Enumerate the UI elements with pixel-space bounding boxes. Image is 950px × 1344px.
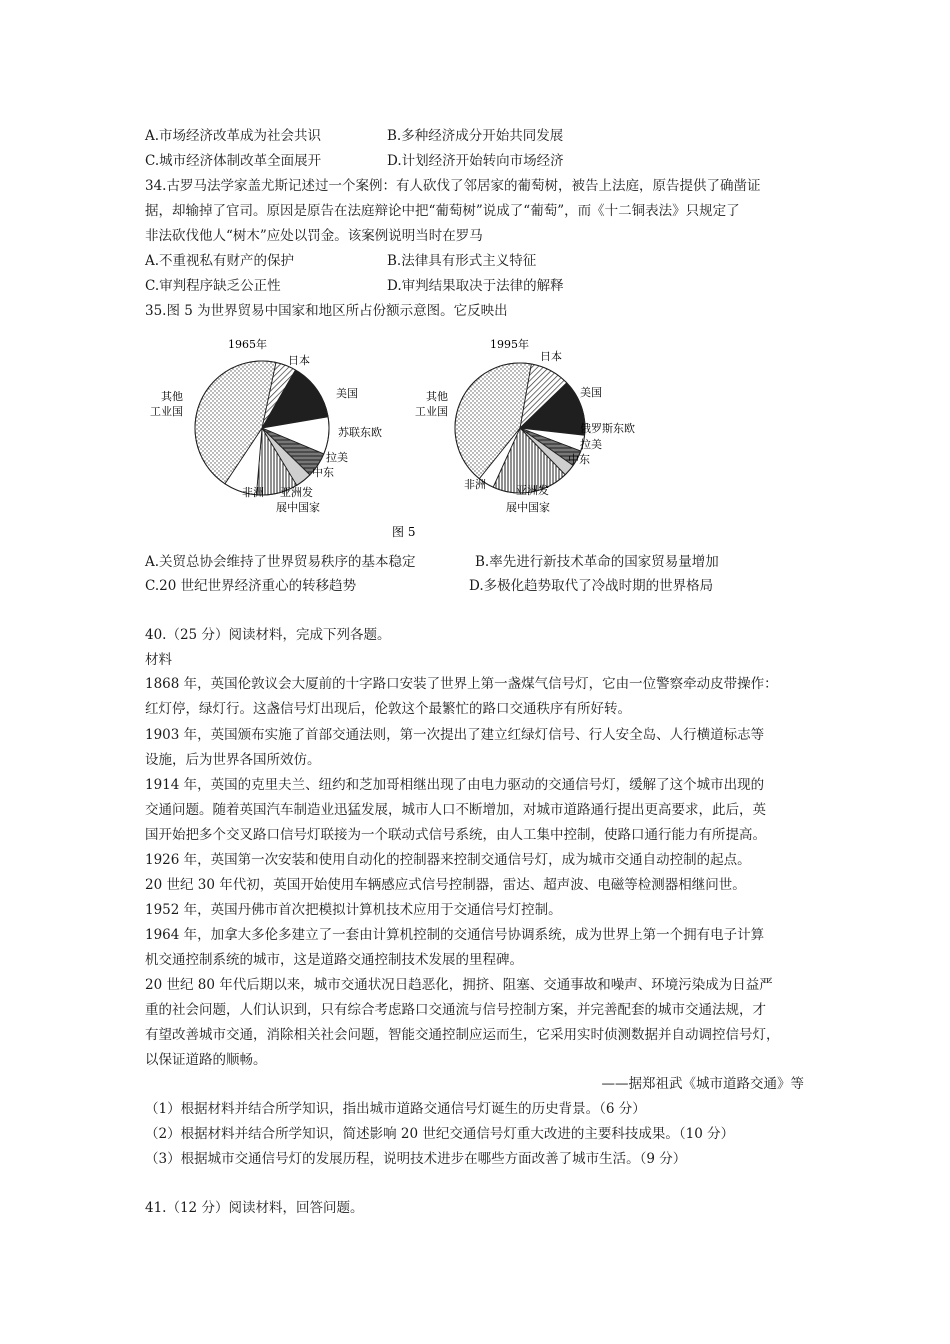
- pie-1995-title: 1995年: [490, 338, 529, 351]
- q34-stem-line: 非法砍伐他人“树木”应处以罚金。该案例说明当时在罗马: [145, 228, 483, 244]
- q40-material-line: 20 世纪 30 年代初，英国开始使用车辆感应式信号控制器，雷达、超声波、电磁等检测器相继问世。: [145, 877, 746, 893]
- q40-material-line: 1964 年，加拿大多伦多建立了一套由计算机控制的交通信号协调系统，成为世界上第一个拥有电子计算: [145, 927, 765, 943]
- q34-option-c: C.审判程序缺乏公正性: [145, 278, 281, 294]
- q34-stem-line: 34.古罗马法学家盖尤斯记述过一个案例：有人砍伐了邻居家的葡萄树，被告上法庭，原告提供了确凿证: [145, 178, 761, 194]
- label-africa-1995: 非洲: [464, 478, 486, 491]
- q33-option-a: A.市场经济改革成为社会共识: [145, 128, 322, 144]
- q35-stem: 35.图 5 为世界贸易中国家和地区所占份额示意图。它反映出: [145, 303, 508, 319]
- label-usa-1995: 美国: [580, 386, 602, 399]
- label-ussr-1965: 苏联东欧: [338, 426, 382, 439]
- pie-1995: [455, 363, 585, 493]
- label-mideast-1995: 中东: [568, 453, 590, 466]
- q33-option-c: C.城市经济体制改革全面展开: [145, 153, 322, 169]
- q40-material-label: 材料: [145, 652, 172, 668]
- label-mideast-1965: 中东: [312, 466, 334, 479]
- q40-material-line: 有望改善城市交通，消除相关社会问题，智能交通控制应运而生，它采用实时侦测数据并自动调控信号灯，: [145, 1027, 780, 1043]
- q40-material-line: 国开始把多个交叉路口信号灯联接为一个联动式信号系统，由人工集中控制，使路口通行能力有所提高。: [145, 827, 766, 843]
- q40-material-line: 重的社会问题，人们认识到，只有综合考虑路口交通流与信号控制方案，并完善配套的城市交通法规，才: [145, 1002, 766, 1018]
- q34-option-a: A.不重视私有财产的保护: [145, 253, 295, 269]
- q41-title: 41.（12 分）阅读材料，回答问题。: [145, 1200, 364, 1216]
- q40-question-1: （1）根据材料并结合所学知识，指出城市道路交通信号灯诞生的历史背景。（6 分）: [145, 1101, 646, 1117]
- q35-option-c: C.20 世纪世界经济重心的转移趋势: [145, 578, 357, 594]
- q33-option-d: D.计划经济开始转向市场经济: [387, 153, 564, 169]
- label-asia-1995-a: 亚洲发: [516, 484, 549, 497]
- label-asia-1965-b: 展中国家: [276, 501, 320, 514]
- q34-option-d: D.审判结果取决于法律的解释: [387, 278, 564, 294]
- q35-option-d: D.多极化趋势取代了冷战时期的世界格局: [469, 578, 714, 594]
- q40-source: ——据郑祖武《城市道路交通》等: [601, 1076, 804, 1092]
- q40-question-3: （3）根据城市交通信号灯的发展历程，说明技术进步在哪些方面改善了城市生活。（9 分）: [145, 1151, 687, 1167]
- label-other-1965-a: 其他: [161, 390, 183, 403]
- label-asia-1995-b: 展中国家: [506, 501, 550, 514]
- label-other-1995-a: 其他: [426, 390, 448, 403]
- q40-title: 40.（25 分）阅读材料，完成下列各题。: [145, 627, 391, 643]
- label-other-1995-b: 工业国: [415, 405, 448, 418]
- q40-material-line: 机交通控制系统的城市，这是道路交通控制技术发展的里程碑。: [145, 952, 523, 968]
- q35-option-a: A.关贸总协会维持了世界贸易秩序的基本稳定: [145, 554, 416, 570]
- q40-material-line: 1868 年，英国伦敦议会大厦前的十字路口安装了世界上第一盏煤气信号灯，它由一位警察牵动皮带操作：: [145, 676, 778, 692]
- label-other-1965-b: 工业国: [150, 405, 183, 418]
- label-japan-1995: 日本: [540, 350, 562, 363]
- figure-caption: 图 5: [392, 525, 416, 539]
- q40-material-line: 1903 年，英国颁布实施了首部交通法则，第一次提出了建立红绿灯信号、行人安全岛、人行横道标志等: [145, 727, 765, 743]
- q40-material-line: 设施，后为世界各国所效仿。: [145, 752, 321, 768]
- figure-5-pie-charts: [150, 330, 670, 545]
- q34-option-b: B.法律具有形式主义特征: [387, 253, 537, 269]
- q40-question-2: （2）根据材料并结合所学知识，简述影响 20 世纪交通信号灯重大改进的主要科技成果。（10 分）: [145, 1126, 735, 1142]
- label-asia-1965-a: 亚洲发: [280, 486, 313, 499]
- q40-material-line: 1926 年，英国第一次安装和使用自动化的控制器来控制交通信号灯，成为城市交通自动控制的起点。: [145, 852, 751, 868]
- q40-material-line: 红灯停，绿灯行。这盏信号灯出现后，伦敦这个最繁忙的路口交通秩序有所好转。: [145, 701, 631, 717]
- label-latam-1995: 拉美: [580, 438, 602, 451]
- q40-material-line: 以保证道路的顺畅。: [145, 1052, 267, 1068]
- q35-option-b: B.率先进行新技术革命的国家贸易量增加: [475, 554, 719, 570]
- q40-material-line: 1914 年，英国的克里夫兰、纽约和芝加哥相继出现了由电力驱动的交通信号灯，缓解了这个城市出现的: [145, 777, 765, 793]
- q40-material-line: 交通问题。随着英国汽车制造业迅猛发展，城市人口不断增加，对城市道路通行提出更高要求，此后，英: [145, 802, 766, 818]
- q40-material-line: 1952 年，英国丹佛市首次把模拟计算机技术应用于交通信号灯控制。: [145, 902, 562, 918]
- label-japan-1965: 日本: [288, 354, 310, 367]
- pie-1965-title: 1965年: [228, 338, 267, 351]
- label-russia-1995: 俄罗斯东欧: [580, 422, 635, 435]
- label-africa-1965: 非洲: [242, 486, 264, 499]
- q33-option-b: B.多种经济成分开始共同发展: [387, 128, 564, 144]
- q40-material-line: 20 世纪 80 年代后期以来，城市交通状况日趋恶化，拥挤、阻塞、交通事故和噪声、环境污染成为日益严: [145, 977, 773, 993]
- label-latam-1965: 拉美: [326, 451, 348, 464]
- label-usa-1965: 美国: [336, 387, 358, 400]
- q34-stem-line: 据，却输掉了官司。原因是原告在法庭辩论中把“葡萄树”说成了“葡萄”，而《十二铜表法》只规定了: [145, 203, 740, 219]
- pie-1965: [195, 361, 329, 495]
